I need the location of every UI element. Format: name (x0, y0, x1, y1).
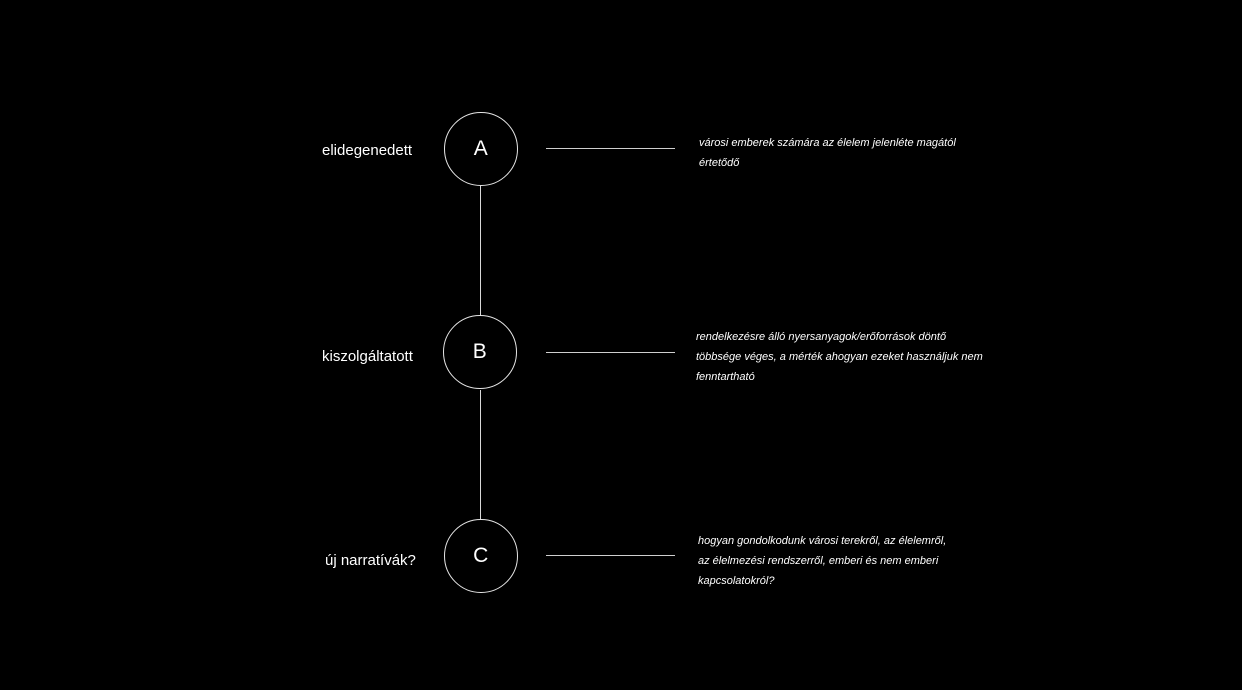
stage-a-description: városi emberek számára az élelem jelenléte magától értetődő (699, 137, 956, 169)
stage-b-leader-line (546, 352, 675, 353)
stage-c-letter: C (473, 544, 489, 567)
stage-b-description: rendelkezésre álló nyersanyagok/erőforrások döntő többsége véges, a mérték ahogyan ezeket használjuk nem fenntartható (696, 331, 983, 383)
stage-b-circle (443, 315, 517, 389)
stage-c-circle (444, 519, 518, 593)
stage-c-description: hogyan gondolkodunk városi terekről, az élelemről, az élelmezési rendszerről, emberi és nem emberi kapcsolatokról? (698, 535, 947, 587)
stage-a-letter: A (473, 137, 489, 160)
stage-a-label: elidegenedett (322, 142, 413, 159)
stage-b-label: kiszolgáltatott (322, 348, 413, 365)
stage-a-leader-line (546, 148, 675, 149)
stage-a-circle (444, 112, 518, 186)
stage-b-letter: B (472, 340, 488, 363)
stage-c-label: új narratívák? (325, 552, 416, 569)
stage-c-leader-line (546, 555, 675, 556)
connector-a-b (480, 186, 481, 316)
connector-b-c (480, 390, 481, 520)
